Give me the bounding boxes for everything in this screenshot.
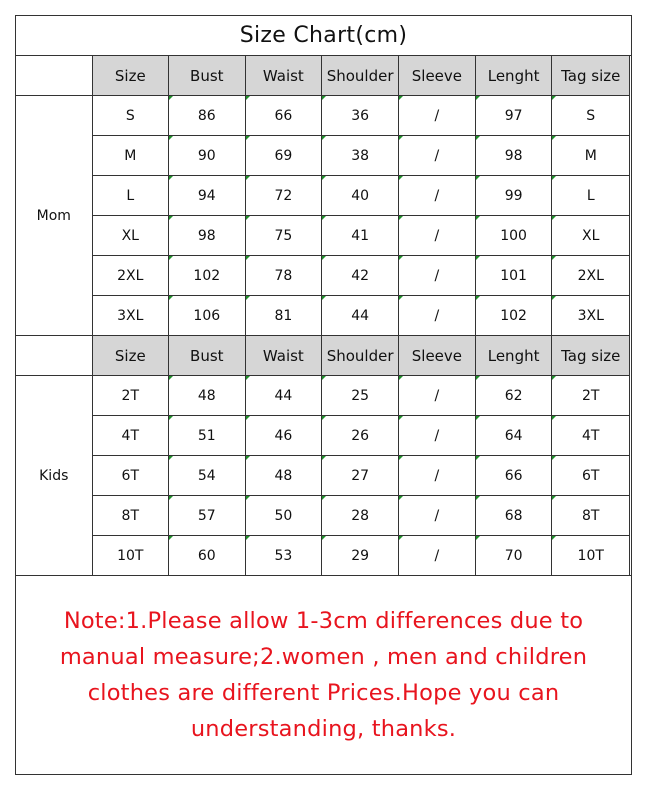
table-cell: / <box>399 216 476 256</box>
column-header: Bust <box>169 56 246 96</box>
table-cell: 94 <box>169 176 246 216</box>
table-cell: 66 <box>245 96 322 136</box>
table-cell: 53 <box>245 536 322 576</box>
table-cell: 46 <box>245 416 322 456</box>
table-cell: 98 <box>475 136 552 176</box>
table-row <box>16 256 630 296</box>
column-header: Size <box>92 56 169 96</box>
table-cell: XL <box>92 216 169 256</box>
table-cell: 10T <box>552 536 630 576</box>
size-table <box>15 55 630 576</box>
table-row <box>16 376 630 416</box>
table-cell: 72 <box>245 176 322 216</box>
table-cell: 28 <box>322 496 399 536</box>
table-cell: 57 <box>169 496 246 536</box>
table-row <box>16 496 630 536</box>
table-cell: 70 <box>475 536 552 576</box>
table-cell: 44 <box>245 376 322 416</box>
table-cell: S <box>552 96 630 136</box>
table-cell: 78 <box>245 256 322 296</box>
table-cell: / <box>399 376 476 416</box>
table-cell: 62 <box>475 376 552 416</box>
table-cell: 3XL <box>92 296 169 336</box>
table-row <box>16 136 630 176</box>
column-header: Shoulder <box>322 336 399 376</box>
table-cell: 66 <box>475 456 552 496</box>
table-cell: 97 <box>475 96 552 136</box>
table-cell: L <box>552 176 630 216</box>
table-cell: 2T <box>552 376 630 416</box>
column-header: Tag size <box>552 336 630 376</box>
table-cell: / <box>399 256 476 296</box>
table-cell: 10T <box>92 536 169 576</box>
size-chart <box>15 15 632 775</box>
table-cell: 3XL <box>552 296 630 336</box>
table-cell: 99 <box>475 176 552 216</box>
table-cell: 54 <box>169 456 246 496</box>
table-cell: 4T <box>92 416 169 456</box>
table-cell: 69 <box>245 136 322 176</box>
table-cell: / <box>399 416 476 456</box>
table-cell: 75 <box>245 216 322 256</box>
table-cell: / <box>399 456 476 496</box>
table-cell: 64 <box>475 416 552 456</box>
header-blank-cell <box>16 336 93 376</box>
note-text: Note:1.Please allow 1-3cm differences due to manual measure;2.women , men and children clothes are different Prices.Hope you can understanding, thanks. <box>16 575 631 774</box>
table-cell: / <box>399 96 476 136</box>
table-cell: 36 <box>322 96 399 136</box>
table-cell: 8T <box>552 496 630 536</box>
column-header: Sleeve <box>399 336 476 376</box>
table-cell: / <box>399 536 476 576</box>
table-row <box>16 456 630 496</box>
table-cell: 68 <box>475 496 552 536</box>
table-cell: 6T <box>92 456 169 496</box>
table-row <box>16 216 630 256</box>
table-cell: 60 <box>169 536 246 576</box>
table-cell: 100 <box>475 216 552 256</box>
table-row <box>16 96 630 136</box>
table-cell: 2XL <box>92 256 169 296</box>
table-cell: 44 <box>322 296 399 336</box>
column-header: Waist <box>245 56 322 96</box>
table-cell: 8T <box>92 496 169 536</box>
table-cell: 81 <box>245 296 322 336</box>
table-row <box>16 296 630 336</box>
table-cell: 101 <box>475 256 552 296</box>
table-cell: 2T <box>92 376 169 416</box>
table-cell: / <box>399 296 476 336</box>
column-header: Lenght <box>475 336 552 376</box>
table-cell: 42 <box>322 256 399 296</box>
table-cell: 102 <box>475 296 552 336</box>
table-row <box>16 416 630 456</box>
table-cell: S <box>92 96 169 136</box>
chart-title: Size Chart(cm) <box>16 16 631 56</box>
table-cell: / <box>399 136 476 176</box>
group-label: Kids <box>16 376 93 576</box>
table-cell: 102 <box>169 256 246 296</box>
table-cell: 48 <box>169 376 246 416</box>
table-cell: M <box>92 136 169 176</box>
column-header: Bust <box>169 336 246 376</box>
table-cell: 6T <box>552 456 630 496</box>
table-cell: 38 <box>322 136 399 176</box>
column-header: Size <box>92 336 169 376</box>
table-cell: 90 <box>169 136 246 176</box>
header-blank-cell <box>16 56 93 96</box>
table-cell: / <box>399 176 476 216</box>
table-cell: 27 <box>322 456 399 496</box>
column-header: Sleeve <box>399 56 476 96</box>
table-cell: 26 <box>322 416 399 456</box>
table-cell: 29 <box>322 536 399 576</box>
table-cell: 41 <box>322 216 399 256</box>
table-cell: 106 <box>169 296 246 336</box>
table-cell: 40 <box>322 176 399 216</box>
table-row <box>16 176 630 216</box>
group-label: Mom <box>16 96 93 336</box>
table-row <box>16 536 630 576</box>
table-cell: 51 <box>169 416 246 456</box>
table-cell: / <box>399 496 476 536</box>
table-cell: L <box>92 176 169 216</box>
column-header: Waist <box>245 336 322 376</box>
table-cell: 2XL <box>552 256 630 296</box>
table-cell: 25 <box>322 376 399 416</box>
column-header: Tag size <box>552 56 630 96</box>
table-cell: 4T <box>552 416 630 456</box>
table-cell: 50 <box>245 496 322 536</box>
table-cell: 86 <box>169 96 246 136</box>
column-header: Lenght <box>475 56 552 96</box>
column-header: Shoulder <box>322 56 399 96</box>
table-cell: M <box>552 136 630 176</box>
table-cell: XL <box>552 216 630 256</box>
header-row <box>16 56 630 96</box>
header-row <box>16 336 630 376</box>
table-cell: 48 <box>245 456 322 496</box>
table-cell: 98 <box>169 216 246 256</box>
